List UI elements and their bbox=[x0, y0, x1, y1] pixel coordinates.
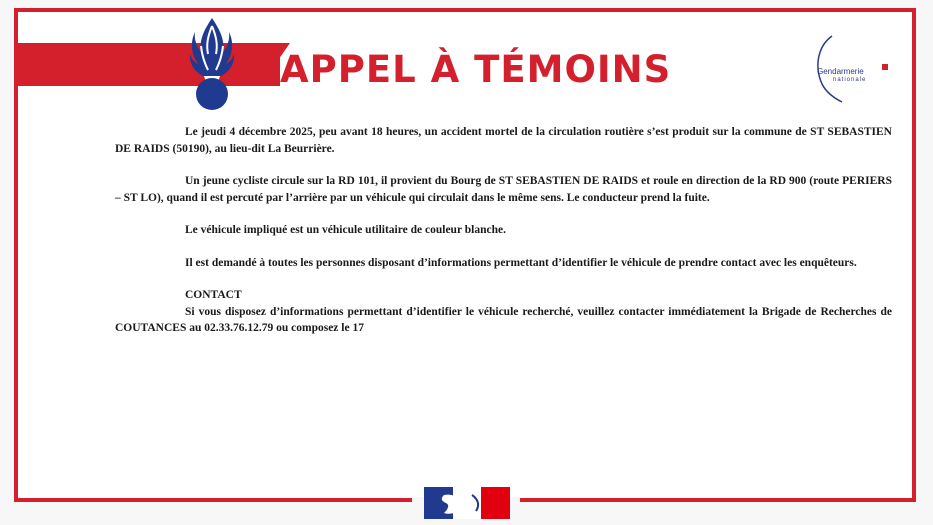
notice-body bbox=[115, 124, 892, 337]
contact-text: Si vous disposez d’informations permettant d’identifier le véhicule recherché, veuillez contacter immédiatement la Brigade de Recherches de COUTANCES au 02.33.76.12.79 ou composez le 17 bbox=[115, 305, 892, 334]
marianne-flag-icon bbox=[424, 487, 510, 519]
logo-name: Gendarmerie bbox=[817, 67, 864, 76]
page-title: APPEL À TÉMOINS bbox=[280, 48, 672, 91]
banner-stripe bbox=[18, 43, 280, 86]
paragraph-appeal: Il est demandé à toutes les personnes disposant d’informations permettant d’identifier le véhicule de prendre contact avec les enquêteurs. bbox=[185, 256, 857, 269]
paragraph-vehicle: Le véhicule impliqué est un véhicule utilitaire de couleur blanche. bbox=[185, 224, 506, 236]
logo-subtitle: nationale bbox=[833, 77, 867, 83]
contact-heading: CONTACT bbox=[185, 289, 242, 301]
paragraph-incident: Le jeudi 4 décembre 2025, peu avant 18 heures, un accident mortel de la circulation routière s’est produit sur la commune de ST SEBASTIEN DE RAIDS (50190), au lieu-dit La Beurrière. bbox=[115, 126, 892, 155]
gendarmerie-grenade-icon bbox=[186, 16, 238, 114]
paragraph-circumstances: Un jeune cycliste circule sur la RD 101, il provient du Bourg de ST SEBASTIEN DE RAIDS et roule en direction de la RD 900 (route PERIERS – ST LO), quand il est percuté par l’arrière par un véhicule qui circulait dans le même sens. Le conducteur prend la fuite. bbox=[115, 175, 892, 204]
